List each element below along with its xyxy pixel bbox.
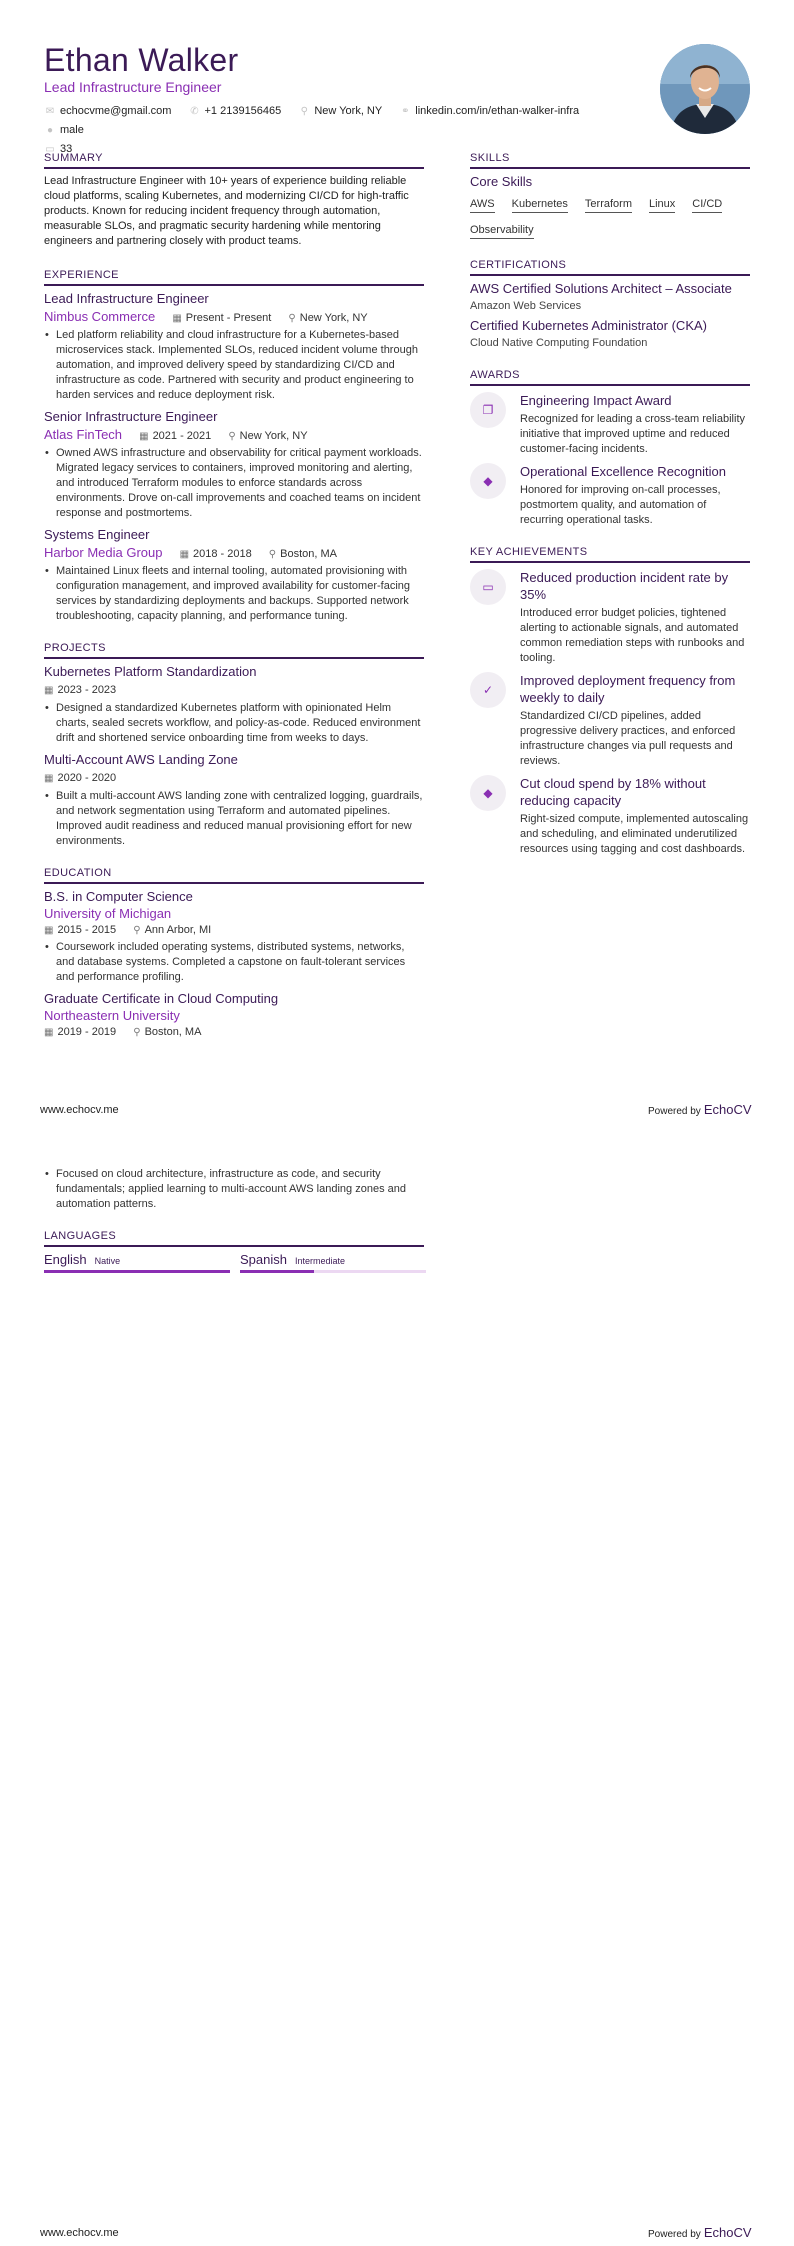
achievements-section: [470, 546, 750, 857]
certificate-icon: ❐: [470, 392, 506, 428]
skill-tag: AWS: [470, 197, 495, 213]
education-description: • Coursework included operating systems, distributed systems, networks, and database systems. Completed a capstone on fault-tolerant services and performance profiling.: [44, 940, 424, 985]
section-title: EXPERIENCE: [44, 269, 424, 286]
project-description: • Built a multi-account AWS landing zone with centralized logging, guardrails, and network segmentation using Terraform and automated pipelines. Improved audit readiness and reduced manual provisioning effort for new environments.: [44, 789, 424, 849]
achievement-item: [470, 775, 750, 857]
certification-org: Amazon Web Services: [470, 300, 582, 312]
summary-section: [44, 152, 424, 249]
award-item: [470, 392, 750, 457]
language-level-fill: [240, 1270, 314, 1273]
certification-name: AWS Certified Solutions Architect – Associate: [470, 281, 732, 296]
project-name: Kubernetes Platform Standardization: [44, 664, 257, 679]
language-item: [44, 1252, 230, 1267]
section-title: LANGUAGES: [44, 1230, 424, 1247]
education-location: ⚲ Ann Arbor, MI: [133, 924, 212, 936]
project-item: [44, 664, 424, 746]
section-title: SUMMARY: [44, 152, 424, 169]
graduation-cap-icon: ◆: [470, 463, 506, 499]
language-name: Spanish: [240, 1252, 287, 1267]
job-description: • Maintained Linux fleets and internal tooling, automated provisioning with configuration management, and improved availability for customer-facing services by standardizing deployments and backups. Supported network troubleshooting, capacity planning, and performance tuning.: [44, 564, 424, 624]
footer-powered-by: Powered by EchoCV: [648, 2225, 752, 2240]
achievement-title: Improved deployment frequency from weekly to daily: [520, 673, 736, 705]
location-icon: ⚲: [268, 549, 277, 560]
location-icon: ⚲: [133, 1027, 141, 1038]
achievement-title: Reduced production incident rate by 35%: [520, 570, 729, 602]
section-title: PROJECTS: [44, 642, 424, 659]
section-title: KEY ACHIEVEMENTS: [470, 546, 750, 563]
certification-name: Certified Kubernetes Administrator (CKA): [470, 318, 707, 333]
calendar-icon: ▭: [45, 144, 55, 155]
email-icon: ✉: [45, 106, 55, 117]
company-name: Harbor Media Group: [44, 545, 163, 560]
user-icon: ●: [46, 125, 54, 136]
job-meta: [44, 308, 424, 326]
job-meta: [44, 426, 424, 444]
contact-info: [44, 102, 644, 159]
contact-linkedin[interactable]: ⚭ linkedin.com/in/ethan-walker-infra: [399, 102, 579, 121]
brand-logo[interactable]: EchoCV: [703, 1102, 752, 1117]
experience-item: [44, 409, 424, 521]
company-name: Nimbus Commerce: [44, 309, 156, 324]
location-icon: ⚲: [133, 925, 141, 936]
award-description: Recognized for leading a cross-team reliability initiative that improved uptime and reduced customer-facing incidents.: [520, 413, 745, 455]
language-level-bar: [240, 1270, 426, 1273]
contact-location: ⚲ New York, NY: [298, 102, 382, 121]
achievement-item: [470, 672, 750, 769]
section-title: CERTIFICATIONS: [470, 259, 750, 276]
certification-org: Cloud Native Computing Foundation: [470, 337, 648, 349]
profile-photo: [660, 44, 750, 134]
pill-icon: ▭: [470, 569, 506, 605]
job-dates: ▦ 2018 - 2018: [179, 548, 252, 560]
section-title: SKILLS: [470, 152, 750, 169]
contact-gender: ● male: [44, 121, 84, 140]
job-description: • Owned AWS infrastructure and observability for critical payment workloads. Migrated legacy services to containers, improved monitoring and alerting, and introduced Terraform modules to enforce standards across environments. Drove on-call improvements and coached teams on incident response and postmortems.: [44, 446, 424, 521]
job-description: • Led platform reliability and cloud infrastructure for a Kubernetes-based microservices stack. Implemented SLOs, reduced incident volume through automation, and improved delivery speed by standardizing CI/CD and infrastructure as code. Partnered with security and product engineering to harden services and reduce deployment risk.: [44, 328, 424, 403]
school-line: [44, 1008, 424, 1024]
achievement-description: Standardized CI/CD pipelines, added progressive delivery practices, and enforced infrastructure changes via pull requests and reviews.: [520, 710, 736, 767]
projects-section: [44, 642, 424, 849]
contact-phone[interactable]: ✆ +1 2139156465: [189, 102, 282, 121]
achievement-title: Cut cloud spend by 18% without reducing capacity: [520, 776, 706, 808]
job-location: ⚲ New York, NY: [228, 430, 308, 442]
award-title: Engineering Impact Award: [520, 393, 672, 408]
job-title: Lead Infrastructure Engineer: [44, 291, 209, 306]
job-location: ⚲ Boston, MA: [268, 548, 337, 560]
achievement-description: Right-sized compute, implemented autoscaling and scheduling, and eliminated underutilized resources using tagging and cost dashboards.: [520, 813, 749, 855]
link-icon: ⚭: [401, 106, 410, 117]
calendar-icon: ▦: [44, 1027, 54, 1038]
left-column-continued: [44, 1165, 424, 1280]
degree-name: B.S. in Computer Science: [44, 889, 193, 904]
education-dates: ▦ 2015 - 2015: [44, 924, 117, 936]
job-title: Systems Engineer: [44, 527, 150, 542]
education-item: [44, 991, 424, 1040]
section-title: AWARDS: [470, 369, 750, 386]
job-title: Senior Infrastructure Engineer: [44, 409, 218, 424]
job-location: ⚲ New York, NY: [288, 312, 368, 324]
education-meta: [44, 922, 424, 938]
project-dates: ▦ 2020 - 2020: [44, 772, 117, 784]
footer-url[interactable]: www.echocv.me: [40, 2227, 119, 2239]
check-icon: ✓: [470, 672, 506, 708]
language-name: English: [44, 1252, 87, 1267]
skill-tag: Observability: [470, 223, 534, 239]
calendar-icon: ▦: [44, 773, 54, 784]
language-level: Intermediate: [294, 1256, 346, 1266]
location-icon: ⚲: [288, 313, 296, 324]
skills-group-title: Core Skills: [470, 174, 533, 189]
education-dates: ▦ 2019 - 2019: [44, 1026, 117, 1038]
award-title: Operational Excellence Recognition: [520, 464, 726, 479]
skill-tag: Kubernetes: [512, 197, 568, 213]
project-name: Multi-Account AWS Landing Zone: [44, 752, 238, 767]
location-icon: ⚲: [300, 106, 308, 117]
location-icon: ⚲: [228, 431, 236, 442]
skills-section: [470, 152, 750, 245]
certifications-section: [470, 259, 750, 349]
skill-tag: Terraform: [585, 197, 632, 213]
skill-tag: Linux: [649, 197, 675, 213]
school-name: Northeastern University: [44, 1008, 180, 1023]
language-level: Native: [94, 1256, 121, 1266]
project-dates: ▦ 2023 - 2023: [44, 684, 117, 696]
education-location: ⚲ Boston, MA: [133, 1026, 202, 1038]
job-dates: ▦ 2021 - 2021: [139, 430, 212, 442]
language-level-bar: [44, 1270, 230, 1273]
skill-tags: [470, 193, 750, 245]
project-meta: [44, 769, 424, 787]
resume-page-2: [0, 1123, 794, 2246]
languages-list: [44, 1252, 424, 1280]
candidate-headline: Lead Infrastructure Engineer: [44, 79, 222, 95]
language-item: [240, 1252, 426, 1267]
job-dates: ▦ Present - Present: [172, 312, 272, 324]
award-description: Honored for improving on-call processes, postmortem quality, and automation of recurring operational tasks.: [520, 484, 721, 526]
right-column: [470, 152, 750, 857]
footer-url[interactable]: www.echocv.me: [40, 1104, 119, 1116]
summary-text: Lead Infrastructure Engineer with 10+ years of experience building reliable cloud platforms, scaling Kubernetes, and modernizing CI/CD for high-traffic products. Known for reducing incident frequency through automation, measurable SLOs, and pragmatic security hardening while mentoring engineers and partnering closely with product teams.: [44, 175, 409, 247]
education-meta: [44, 1024, 424, 1040]
school-line: [44, 906, 424, 922]
award-item: [470, 463, 750, 528]
language-level-fill: [44, 1270, 230, 1273]
graduation-cap-icon: ◆: [470, 775, 506, 811]
contact-age: ▭ 33: [44, 140, 72, 159]
calendar-icon: ▦: [44, 685, 54, 696]
project-meta: [44, 681, 424, 699]
project-description: • Designed a standardized Kubernetes platform with opinionated Helm charts, sealed secrets workflow, and policy-as-code. Reduced environment drift and shortened service onboarding time from weeks to days.: [44, 701, 424, 746]
phone-icon: ✆: [190, 106, 199, 117]
calendar-icon: ▦: [179, 549, 190, 560]
left-column: [44, 152, 424, 1040]
calendar-icon: ▦: [44, 925, 54, 936]
education-description: • Focused on cloud architecture, infrastructure as code, and security fundamentals; applied learning to multi-account AWS landing zones and automation patterns.: [44, 1167, 424, 1212]
candidate-name: Ethan Walker: [44, 42, 239, 78]
project-item: [44, 752, 424, 849]
calendar-icon: ▦: [139, 431, 149, 442]
section-title: EDUCATION: [44, 867, 424, 884]
education-section: [44, 867, 424, 1040]
brand-logo[interactable]: EchoCV: [703, 2225, 752, 2240]
achievement-description: Introduced error budget policies, tightened alerting to actionable signals, and automated common remediation steps with runbooks and tooling.: [520, 607, 745, 664]
achievement-item: [470, 569, 750, 666]
education-item: [44, 889, 424, 985]
school-name: University of Michigan: [44, 906, 172, 921]
job-meta: [44, 544, 424, 562]
footer-powered-by: Powered by EchoCV: [648, 1102, 752, 1117]
experience-section: [44, 269, 424, 624]
calendar-icon: ▦: [172, 313, 182, 324]
company-name: Atlas FinTech: [44, 427, 123, 442]
experience-item: [44, 291, 424, 403]
experience-item: [44, 527, 424, 624]
contact-email[interactable]: ✉ echocvme@gmail.com: [44, 102, 171, 121]
awards-section: [470, 369, 750, 528]
skill-tag: CI/CD: [692, 197, 722, 213]
degree-name: Graduate Certificate in Cloud Computing: [44, 991, 279, 1006]
languages-section: [44, 1230, 424, 1280]
